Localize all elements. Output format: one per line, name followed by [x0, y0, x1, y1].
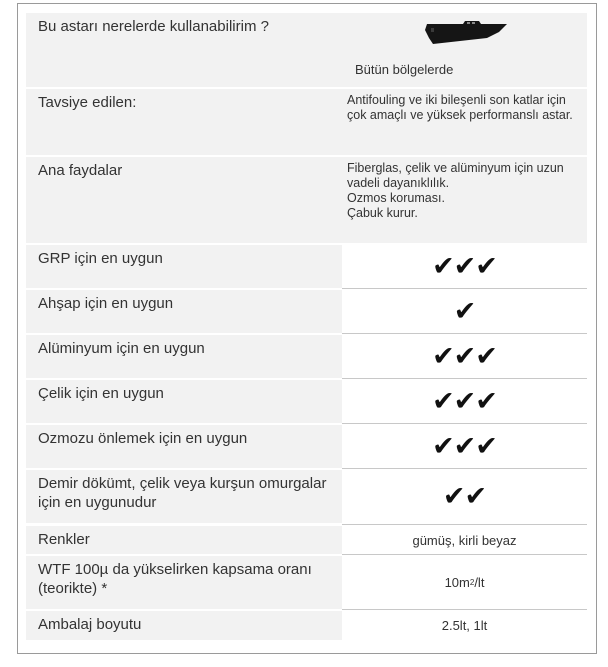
row-value-cell	[342, 335, 587, 378]
row-label: WTF 100µ da yükselirken kapsama oranı (teorikte) *	[26, 556, 342, 609]
row-label: Ahşap için en uygun	[26, 290, 342, 333]
table-row	[26, 290, 587, 333]
row-label: Alüminyum için en uygun	[26, 335, 342, 378]
coverage-unit: /lt	[474, 575, 485, 590]
checkmark-rating: ✔✔✔	[432, 386, 497, 417]
row-label: Bu astarı nerelerde kullanabilirim ?	[38, 18, 269, 35]
row-value: gümüş, kirli beyaz	[342, 526, 587, 554]
row-divider	[342, 468, 587, 469]
row-value-cell	[342, 425, 587, 468]
table-row	[26, 89, 587, 155]
row-label: Çelik için en uygun	[26, 380, 342, 423]
table-row	[26, 526, 587, 554]
row-label: Tavsiye edilen:	[38, 94, 137, 111]
checkmark-rating: ✔✔✔	[432, 251, 497, 282]
row-value-cell	[342, 157, 587, 243]
coverage-value: 10m	[444, 575, 470, 590]
checkmark-rating: ✔✔✔	[432, 431, 497, 462]
row-divider	[342, 524, 587, 525]
table-row	[26, 157, 587, 243]
row-divider	[342, 609, 587, 610]
table-row	[26, 245, 587, 288]
row-value-cell	[342, 245, 587, 288]
checkmark-rating: ✔✔	[442, 481, 487, 512]
row-label: Ozmozu önlemek için en uygun	[26, 425, 342, 468]
table-row	[26, 470, 587, 523]
row-value: Antifouling ve iki bileşenli son katlar için çok amaçlı ve yüksek performanslı astar.	[342, 89, 587, 155]
table-row	[26, 380, 587, 423]
checkmark-rating: ✔	[453, 296, 476, 327]
row-label: Ambalaj boyutu	[26, 611, 342, 640]
row-divider	[342, 423, 587, 424]
row-label: Ana faydalar	[38, 162, 123, 179]
row-label: Demir dökümt, çelik veya kurşun omurgalar için en uygunudur	[26, 470, 342, 523]
coverage-exponent: 2	[469, 578, 475, 587]
row-divider	[342, 378, 587, 379]
table-row	[26, 425, 587, 468]
row-value-cell	[342, 380, 587, 423]
benefit-line: Ozmos koruması.	[347, 191, 445, 205]
row-value: 2.5lt, 1lt	[342, 611, 587, 640]
row-divider	[342, 288, 587, 289]
table-row	[26, 611, 587, 640]
row-label: GRP için en uygun	[26, 245, 342, 288]
row-divider	[342, 554, 587, 555]
row-value-cell	[342, 556, 587, 609]
benefit-line: Fiberglas, çelik ve alüminyum için uzun vadeli dayanıklılık.	[347, 161, 564, 190]
row-label: Renkler	[26, 526, 342, 554]
row-divider	[342, 333, 587, 334]
table-row	[26, 556, 587, 609]
row-value: Bütün bölgelerde	[355, 62, 454, 77]
benefit-line: Çabuk kurur.	[347, 206, 418, 220]
table-row	[26, 335, 587, 378]
row-value-cell	[342, 470, 587, 523]
row-value-cell	[342, 290, 587, 333]
checkmark-rating: ✔✔✔	[432, 341, 497, 372]
boat-icon	[423, 18, 509, 46]
